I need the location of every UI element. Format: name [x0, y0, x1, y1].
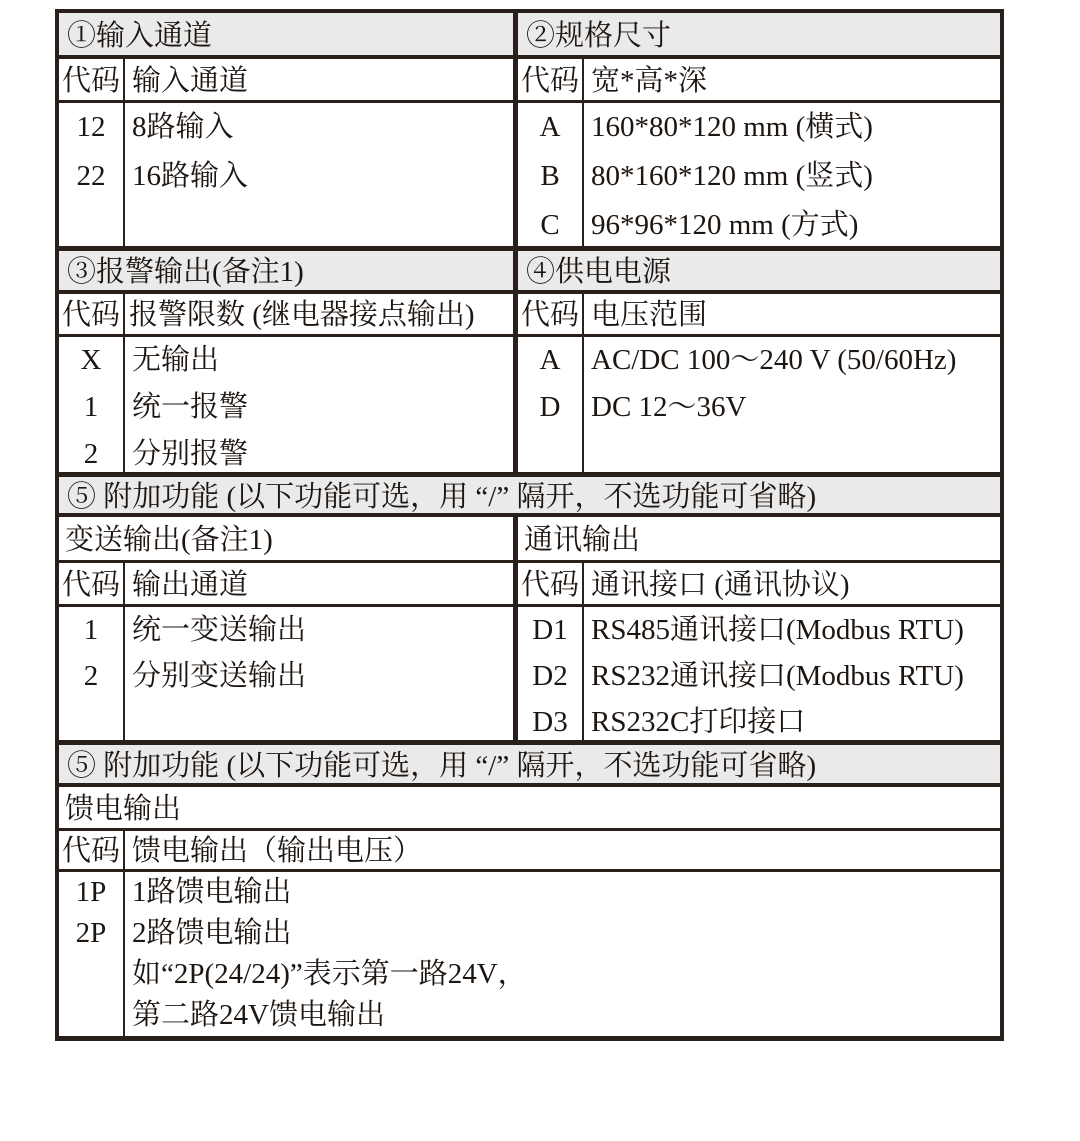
section-title-alarm-output: ③报警输出(备注1): [67, 256, 304, 288]
code-cell: D2: [532, 660, 568, 692]
sub-header-row-1: [59, 517, 1000, 563]
subtitle-comm-output: 通讯输出: [524, 524, 641, 556]
column-header-row-3: [59, 563, 1000, 607]
desc-cell: 2路馈电输出: [132, 917, 292, 949]
data-row-1: [59, 103, 1000, 251]
addon-band-2: [59, 745, 1000, 787]
desc-cell: AC/DC 100～240 V (50/60Hz): [591, 344, 957, 376]
col-header-code: 代码: [518, 563, 584, 604]
section-header-row-1: [59, 13, 1000, 59]
code-cell: B: [540, 160, 560, 192]
data-row-4: [59, 872, 1000, 1036]
col-header-desc: 宽*高*深: [591, 65, 708, 97]
col-header-desc: 电压范围: [591, 299, 708, 331]
desc-cell: 1路馈电输出: [132, 876, 292, 908]
code-cell: X: [80, 344, 102, 376]
addon-band-title: ⑤ 附加功能 (以下功能可选，用 “/” 隔开，不选功能可省略): [67, 481, 817, 513]
addon-band-1: [59, 477, 1000, 517]
col-header-desc: 输入通道: [132, 65, 249, 97]
code-cell: A: [539, 111, 561, 143]
column-header-row-2: [59, 294, 1000, 337]
subtitle-feed-output: 馈电输出: [65, 793, 182, 825]
section-title-input-channels: ①输入通道: [67, 20, 213, 52]
section-title-power-supply: ④供电电源: [526, 256, 672, 288]
feed-note-line: 如“2P(24/24)”表示第一路24V，: [132, 958, 527, 990]
sub-header-row-2: [59, 787, 1000, 831]
col-header-code: 代码: [59, 563, 125, 604]
ordering-code-table: [55, 9, 1004, 1041]
code-cell: 1P: [75, 876, 107, 908]
column-header-row-4: [59, 831, 1000, 872]
desc-cell: 96*96*120 mm (方式): [591, 209, 859, 241]
desc-cell: 8路输入: [132, 111, 234, 143]
data-row-3: [59, 607, 1000, 745]
column-header-row-1: [59, 59, 1000, 103]
desc-cell: 80*160*120 mm (竖式): [591, 160, 873, 192]
code-cell: C: [540, 209, 560, 241]
section-header-row-2: [59, 251, 1000, 294]
desc-cell: 分别报警: [132, 438, 249, 470]
code-cell: D: [539, 391, 561, 423]
data-row-2: [59, 337, 1000, 477]
desc-cell: 分别变送输出: [132, 660, 307, 692]
col-header-code: 代码: [59, 831, 125, 869]
code-cell: 1: [83, 614, 99, 646]
code-cell: D3: [532, 706, 568, 738]
col-header-desc: 输出通道: [132, 569, 249, 601]
code-cell: D1: [532, 614, 568, 646]
desc-cell: 16路输入: [132, 160, 249, 192]
code-cell: 2: [83, 438, 99, 470]
col-header-code: 代码: [518, 59, 584, 100]
code-cell: 22: [76, 160, 106, 192]
code-cell: 1: [83, 391, 99, 423]
code-cell: 2P: [75, 917, 107, 949]
desc-cell: 160*80*120 mm (横式): [591, 111, 873, 143]
desc-cell: 统一变送输出: [132, 614, 307, 646]
desc-cell: RS232C打印接口: [591, 706, 806, 738]
desc-cell: 统一报警: [132, 391, 249, 423]
col-header-code: 代码: [59, 294, 125, 334]
desc-cell: RS232通讯接口(Modbus RTU): [591, 660, 964, 692]
col-header-desc: 馈电输出（输出电压）: [132, 835, 423, 867]
code-cell: 12: [76, 111, 106, 143]
col-header-desc: 通讯接口 (通讯协议): [591, 569, 850, 601]
code-cell: 2: [83, 660, 99, 692]
feed-note-line: 第二路24V馈电输出: [132, 999, 385, 1031]
col-header-code: 代码: [59, 59, 125, 100]
section-title-dimensions: ②规格尺寸: [526, 20, 672, 52]
desc-cell: RS485通讯接口(Modbus RTU): [591, 614, 964, 646]
subtitle-transmit-output: 变送输出(备注1): [65, 524, 273, 556]
code-cell: A: [539, 344, 561, 376]
addon-band-title: ⑤ 附加功能 (以下功能可选，用 “/” 隔开，不选功能可省略): [67, 750, 817, 782]
desc-cell: 无输出: [132, 344, 220, 376]
col-header-desc: 报警限数 (继电器接点输出): [129, 299, 475, 331]
desc-cell: DC 12～36V: [591, 391, 747, 423]
col-header-code: 代码: [518, 294, 584, 334]
